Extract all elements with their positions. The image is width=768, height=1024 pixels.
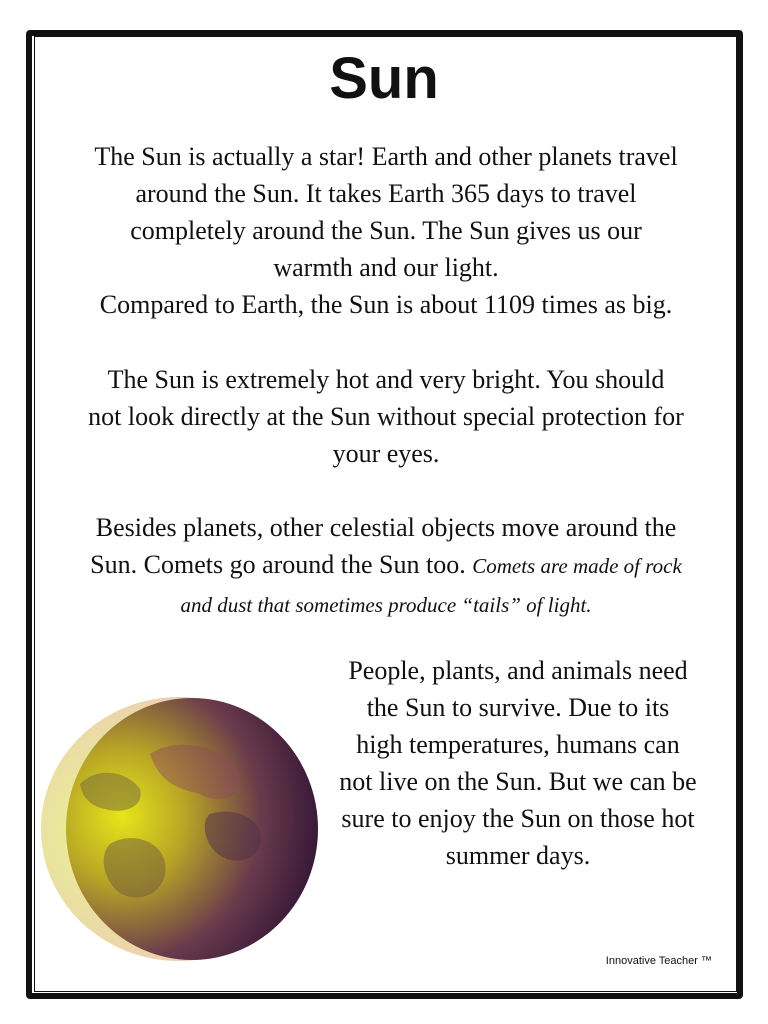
paragraph-line: Besides planets, other celestial objects move around the (95, 513, 677, 542)
paragraph-line: high temperatures, humans can (356, 730, 680, 759)
comet-note: Comets are made of rock (472, 554, 682, 578)
paragraph-line: Sun. Comets go around the Sun too. (90, 550, 466, 579)
paragraph-line: sure to enjoy the Sun on those hot (341, 804, 695, 833)
paragraph-celestial-objects (60, 509, 712, 624)
paragraph-line: around the Sun. It takes Earth 365 days to travel (135, 179, 637, 208)
paragraph-line: People, plants, and animals need (348, 656, 688, 685)
paragraph-line: summer days. (445, 841, 591, 870)
paragraph-line: not look directly at the Sun without special protection for (88, 402, 684, 431)
paragraph-line: the Sun to survive. Due to its (366, 693, 670, 722)
paragraph-sun-intro (60, 138, 712, 323)
page-title: Sun (329, 46, 439, 111)
comet-note: and dust that sometimes produce “tails” of light. (180, 593, 592, 617)
credit-text: Innovative Teacher ™ (605, 955, 712, 967)
paragraph-line: The Sun is actually a star! Earth and other planets travel (94, 142, 678, 171)
paragraph-sun-survival (318, 652, 718, 874)
paragraph-sun-safety (60, 361, 712, 472)
paragraph-line: Compared to Earth, the Sun is about 1109 times as big. (99, 290, 673, 319)
paragraph-line: warmth and our light. (273, 253, 499, 282)
paragraph-line: The Sun is extremely hot and very bright. You should (107, 365, 665, 394)
sun-sphere-illustration (40, 694, 320, 964)
paragraph-line: not live on the Sun. But we can be (339, 767, 697, 796)
paragraph-line: your eyes. (332, 439, 440, 468)
paragraph-line: completely around the Sun. The Sun gives us our (130, 216, 642, 245)
